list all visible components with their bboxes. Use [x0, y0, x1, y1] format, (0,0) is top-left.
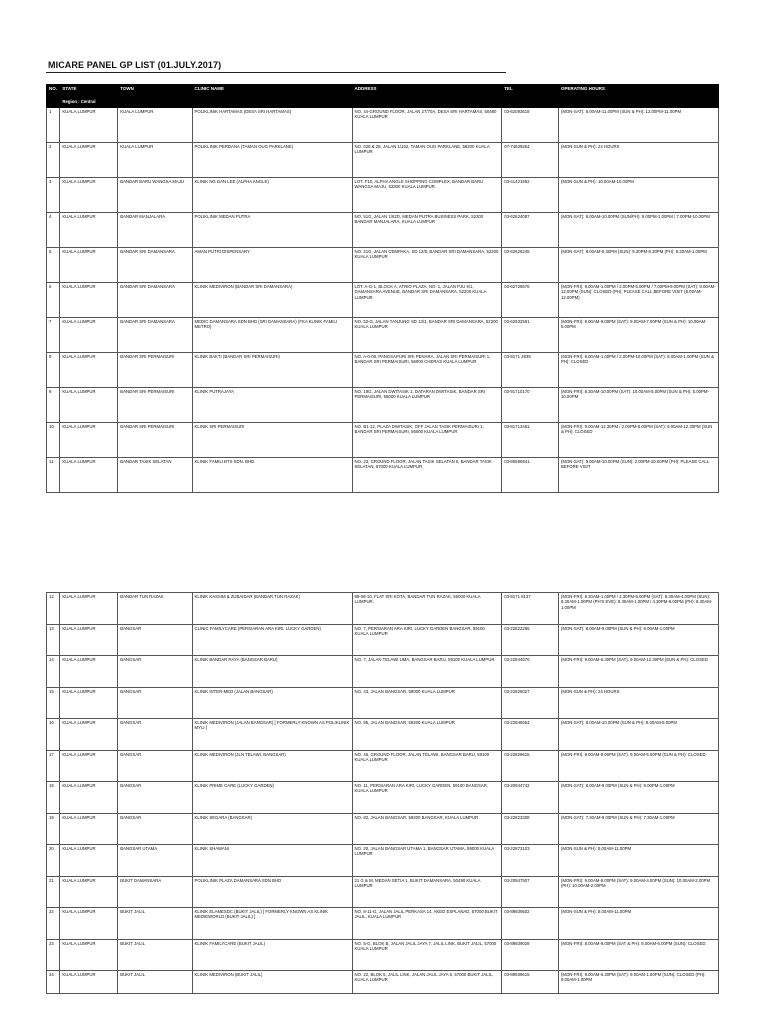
table-row [47, 593, 719, 625]
cell-town: BANGSAR [118, 687, 192, 719]
cell-state: KUALA LUMPUR [60, 656, 118, 688]
cell-clinic-name: KLINIK NG DAN LEE (ALPHA ANGLE) [192, 178, 352, 213]
cell-clinic-name: KLINIK BAKTI (BANDAR SRI PERMAISURI) [192, 353, 352, 388]
cell-town: BUKIT DAMANSARA [118, 876, 192, 908]
table-row [47, 813, 719, 845]
cell-tel: 03-89939615 [502, 971, 559, 994]
cell-operating-hours: (MON-SUN & PH): 24 HOURS [558, 687, 718, 719]
cell-operating-hours: (MON-SUN & PH): 8.00AM-11.00PM [558, 845, 718, 877]
table-row [47, 388, 719, 423]
table-row [47, 283, 719, 318]
cell-state: KUALA LUMPUR [60, 813, 118, 845]
region-label: Region : Central [60, 98, 719, 108]
table-row [47, 845, 719, 877]
cell-state: KUALA LUMPUR [60, 719, 118, 751]
cell-town: BANGSAR [118, 813, 192, 845]
cell-state: KUALA LUMPUR [60, 318, 118, 353]
table-row [47, 876, 719, 908]
cell-tel: 03-90596941 [502, 458, 559, 493]
cell-address: NO. 19G, JALAN DWITASIK 1, DATARAN DWITASIK, BANDAR SRI PERMAISURI, 56000 KUALA LUMPUR [352, 388, 502, 423]
cell-operating-hours: (MON-SAT): 8.00AM-5.30PM (SUN): 5.30PM-8.30PM (PH): 8.30AM-1.00PM [558, 248, 718, 283]
cell-no: 3 [47, 178, 60, 213]
cell-clinic-name: KLINIK SEGARA (BANGSAR) [192, 813, 352, 845]
cell-clinic-name: KLINIK MEDIVIRON (BANDAR SRI DAMANSARA) [192, 283, 352, 318]
cell-no: 15 [47, 687, 60, 719]
cell-no: 9 [47, 388, 60, 423]
header-operating-hours: OPERATING HOURS [558, 85, 718, 98]
cell-town: BANDAR SRI DAMANSARA [118, 318, 192, 353]
cell-operating-hours: (MON-SUN & PH): 8.00AM-11.00PM [558, 908, 718, 940]
cell-town: BANGSAR [118, 750, 192, 782]
cell-clinic-name: KLINIK PUTRAJAYA [192, 388, 352, 423]
cell-tel: 03-22844676 [502, 656, 559, 688]
cell-operating-hours: (MON-FRI): 9.00AM-1.00PM / 2.00PM-5.00PM / 7.00PM-9.00PM (SAT): 9.00AM-12.00PM (SUN): CLOSED (PH): PLEASE CALL BEFORE VISIT (9.00AM-12.00PM) [558, 283, 718, 318]
cell-clinic-name: POLIKLINIK MEDAN PUTRA [192, 213, 352, 248]
cell-operating-hours: (MON-FRI): 9.00AM-9.00PM (SAT): 9.00AM-4.00PM (SUN): 10.00AM-2.00PM (PH): 10.00AM-2.00PM [558, 876, 718, 908]
cell-address: NO. 11, PERSIARAN ARA KIRI, LUCKY GARDEN, 59100 BANGSAR, KUALA LUMPUR [352, 782, 502, 814]
cell-operating-hours: (MON-SAT): 9.00AM-10.00PM (SUN): 2.00PM-10.00PM (PH): PLEASE CALL BEFORE VISIT [558, 458, 718, 493]
cell-no: 21 [47, 876, 60, 908]
cell-no: 11 [47, 458, 60, 493]
cell-state: KUALA LUMPUR [60, 876, 118, 908]
cell-clinic-name: KLINIK ELAMESDC (BUKIT JALIL) [ FORMERLY KNOWN AS KLINIK MEDIEWORLD (BUKIT JALIL) ] [192, 908, 352, 940]
cell-clinic-name: KLINIK KASSIM & ZUBAIDAR (BANDAR TUN RAZAK) [192, 593, 352, 625]
cell-state: KUALA LUMPUR [60, 353, 118, 388]
cell-address: NO. 8-11-G, JALAN JALIL PERKASA 14, AKED ESPLANAD, 57000 BUKIT JALIL, KUALA LUMPUR [352, 908, 502, 940]
cell-town: BANDAR SRI DAMANSARA [118, 248, 192, 283]
cell-clinic-name: KLINIK FAMILYCARE (BUKIT JALIL) [192, 939, 352, 971]
cell-no: 2 [47, 143, 60, 178]
cell-operating-hours: (MON-FRI): 9.00AM-9.00PM (SAT): 9.00AM-5.00PM (SUN & PH): CLOSED [558, 750, 718, 782]
cell-tel: 03-62624087 [502, 213, 559, 248]
cell-town: BANDAR TUN RAZAK [118, 593, 192, 625]
table-row [47, 624, 719, 656]
cell-tel: 03-9171 8137 [502, 593, 559, 625]
table-row [47, 656, 719, 688]
table-row [47, 178, 719, 213]
cell-no: 16 [47, 719, 60, 751]
cell-tel: 03-91713461 [502, 423, 559, 458]
cell-address: NO. 46, GROUND FLOOR, JALAN TELAWI, BANGSAR BARU, 59100 KUALA LUMPUR [352, 750, 502, 782]
table-row [47, 353, 719, 388]
cell-town: BANDAR MANJALARA [118, 213, 192, 248]
cell-tel: 03-22822265 [502, 624, 559, 656]
table-row [47, 908, 719, 940]
cell-address: NO. 52-G, JALAN TANJUNG SD 13/1, BANDAR SRI DAMANSARA, 52200 KUALA LUMPUR [352, 318, 502, 353]
cell-address: LOT. A-G-1, BLOCK A, ATRIO PLAZA, NO. 1, JALAN PJU 9/1, DAMANSARA AVENUE, BANDAR SRI DAMANSARA, 52200 KUALA LUMPUR [352, 283, 502, 318]
cell-state: KUALA LUMPUR [60, 593, 118, 625]
document-title: MICARE PANEL GP LIST (01.JULY.2017) [48, 60, 222, 70]
header-state: STATE [60, 85, 118, 98]
cell-clinic-name: AMAN PUTRI DISPENSARY [192, 248, 352, 283]
table-row [47, 143, 719, 178]
cell-tel: 03-62729576 [502, 283, 559, 318]
cell-clinic-name: POLIKLINIK PLAZA DAMANSARA SDN BHD [192, 876, 352, 908]
header-address: ADDRESS [352, 85, 502, 98]
cell-clinic-name: KLINIK MEDIVIRON (JLN TELAWI, BANGSAR) [192, 750, 352, 782]
cell-tel: 03-9171 2838 [502, 353, 559, 388]
cell-no: 23 [47, 939, 60, 971]
cell-no: 19 [47, 813, 60, 845]
cell-operating-hours: (MON-SUN & PH): 10.00AM-10.00PM [558, 178, 718, 213]
table-row [47, 213, 719, 248]
table-row [47, 939, 719, 971]
header-clinic-name: CLINIC NAME [192, 85, 352, 98]
cell-no: 4 [47, 213, 60, 248]
region-row [47, 98, 719, 108]
cell-operating-hours: (MON-SUN & PH): 24 HOURS [558, 143, 718, 178]
cell-town: BANDAR SRI DAMANSARA [118, 283, 192, 318]
cell-clinic-name: KLINIK INTER-MED (JALAN BANGSAR) [192, 687, 352, 719]
cell-state: KUALA LUMPUR [60, 750, 118, 782]
cell-address: NO. 026 & 28, JALAN 1/152, TAMAN OUG PARKLANE, 58200 KUALA LUMPUR [352, 143, 502, 178]
cell-address: NO. 43, JALAN BANGSAR, 59000 KUALA LUMPUR [352, 687, 502, 719]
cell-operating-hours: (MON-SAT): 8.00AM-10.00PM (SUN & PH): 9.00AM-5.00PM [558, 719, 718, 751]
cell-no: 17 [47, 750, 60, 782]
cell-state: KUALA LUMPUR [60, 845, 118, 877]
cell-clinic-name: KLINIK SHAWANI [192, 845, 352, 877]
cell-operating-hours: (MON-FRI): 8.00AM-1.00PM / 2.00PM-10.00PM (SAT): 8.00AM-1.00PM (SUN & PH): CLOSED [558, 353, 718, 388]
table-row [47, 458, 719, 493]
cell-town: BANDAR SRI PERMAISURI [118, 423, 192, 458]
header-no: NO. [47, 85, 60, 98]
cell-address: 88-08-10, FLAT SRI KOTA, BANDAR TUN RAZAK, 56000 KUALA LUMPUR. [352, 593, 502, 625]
cell-tel: 07-74839264 [502, 143, 559, 178]
cell-clinic-name: POLIKLINIK HARTAMAS (DESA SRI HARTAMAS) [192, 108, 352, 143]
cell-tel: 03-89939502 [502, 908, 559, 940]
cell-town: BUKIT JALIL [118, 971, 192, 994]
cell-clinic-name: POLIKLINIK PERDANA (TAMAN OUG PARKLANE) [192, 143, 352, 178]
cell-operating-hours: (MON-SAT): 8.00AM-10.00PM (SUN/PH): 9.00PM-1.00PM / 7.00PM-10.00PM [558, 213, 718, 248]
cell-address: LOT. F10, ALPHA ANGLE SHOPPING COMPLEX, BANDAR BARU WANGSA MAJU, 53300 KUALA LUMPUR. [352, 178, 502, 213]
cell-clinic-name: KLINIK PRIME CARE (LUCKY GARDEN) [192, 782, 352, 814]
cell-state: KUALA LUMPUR [60, 283, 118, 318]
cell-town: BANGSAR UTAMA [118, 845, 192, 877]
cell-state: KUALA LUMPUR [60, 248, 118, 283]
table-row [47, 248, 719, 283]
cell-no: 12 [47, 593, 60, 625]
cell-clinic-name: KLINIK MEDIVIRON (JALAN BANGSAR) [ FORMERLY KNOWN AS POLIKLINIK MYLI ] [192, 719, 352, 751]
cell-no: 18 [47, 782, 60, 814]
cell-state: KUALA LUMPUR [60, 908, 118, 940]
table-header-row [47, 85, 719, 98]
cell-state: KUALA LUMPUR [60, 213, 118, 248]
cell-town: BANDAR SRI PERMAISURI [118, 388, 192, 423]
cell-no: 10 [47, 423, 60, 458]
cell-clinic-name: CLINIC FAMILYCARE (PERSIARAN ARA KIRI, LUCKY GARDEN) [192, 624, 352, 656]
cell-tel: 03-22826027 [502, 687, 559, 719]
cell-tel: 03-22846554 [502, 719, 559, 751]
cell-address: NO. 82, JALAN BANGSAR, 59200 BANGSAR, KUALA LUMPUR [352, 813, 502, 845]
cell-tel: 03-62093618 [502, 108, 559, 143]
cell-operating-hours: (MON-FRI): 9.00AM-6.30PM (SAT): 9.00AM-12.30PM (SUN & PH): CLOSED [558, 656, 718, 688]
cell-operating-hours: (MON-FRI): 9.00AM-6.30PM (SAT): 9.00AM-1.00PM (SUN): CLOSED (PH): 9.00AM-1.00PM [558, 971, 718, 994]
cell-town: BANGSAR [118, 656, 192, 688]
cell-address: NO. 5-G, BLOK B, JALAN JALIL JAYA 7, JALIL LINK, BUKIT JALIL, 57000 KUALA LUMPUR [352, 939, 502, 971]
header-town: TOWN [118, 85, 192, 98]
cell-town: BANGSAR [118, 624, 192, 656]
cell-town: BANGSAR [118, 782, 192, 814]
cell-clinic-name: KLINIK FAMILI BTS SDN. BHD. [192, 458, 352, 493]
cell-state: KUALA LUMPUR [60, 108, 118, 143]
cell-operating-hours: (MON-FRI): 8.00AM-9.00PM (SAT & PH): 8.00AM-6.00PM (SUN): CLOSED [558, 939, 718, 971]
cell-town: BUKIT JALIL [118, 939, 192, 971]
cell-no: 6 [47, 283, 60, 318]
cell-operating-hours: (MON-FRI): 8.00AM-9.00PM (SAT): 8.00AM-7.00PM (SUN & PH): 10.00AM-5.00PM [558, 318, 718, 353]
table-row [47, 719, 719, 751]
cell-town: BANDAR TASIK SELATAN [118, 458, 192, 493]
table-row [47, 971, 719, 994]
cell-operating-hours: (MON-FRI): 8.30AM-1.00PM / 4.30PM-9.00PM (SAT): 8.30AM-4.00PM (SUN): 8.30AM-1.00PM (PH'S EVE): 8.30AM-1.00PM / 4.30PM-9.00PM (PH): 8.30AM-1.00PM [558, 593, 718, 625]
cell-state: KUALA LUMPUR [60, 423, 118, 458]
table-row [47, 108, 719, 143]
cell-tel: 03-91710170 [502, 388, 559, 423]
cell-state: KUALA LUMPUR [60, 782, 118, 814]
cell-address: NO. A-0-08, PANGSAPURI SRI PENARA, JALAN SRI PERMAISURI 1, BANDAR SRI PERMAISURI, 56000 CHERAS KUALA LUMPUR [352, 353, 502, 388]
table-row [47, 687, 719, 719]
cell-no: 7 [47, 318, 60, 353]
cell-no: 1 [47, 108, 60, 143]
cell-no: 13 [47, 624, 60, 656]
cell-address: NO. 51G, JALAN 1/62D, MEDAN PUTRA BUSINESS PARK, 52200 BANDAR MANJALARA, KUALA LUMPUR [352, 213, 502, 248]
cell-no: 8 [47, 353, 60, 388]
cell-address: NO. 7, PERSIARAN ARA KIRI, LUCKY GARDEN BANGSAR, 59100 KUALA LUMPUR [352, 624, 502, 656]
table-row [47, 318, 719, 353]
cell-town: BANDAR BARU WANGSA MAJU [118, 178, 192, 213]
cell-clinic-name: MEDIC DAMANSARA SDN BHD (SRI DAMANSARA) (FKA KLINIK FAMILI METRO) [192, 318, 352, 353]
cell-address: 21 G & M, MEDAN SETIA 1, BUKIT DAMANSARA, 50490 KUALA LUMPUR [352, 876, 502, 908]
cell-state: KUALA LUMPUR [60, 143, 118, 178]
cell-tel: 03-22873103 [502, 845, 559, 877]
cell-tel: 03-89939028 [502, 939, 559, 971]
cell-address: NO. 21G, JALAN CEMPAKA, SD 12/5, BANDAR SRI DAMANSARA, 52200 KUALA LUMPUR [352, 248, 502, 283]
cell-address: NO. 95, JALAN BANGSAR, 59200 KUALA LUMPUR [352, 719, 502, 751]
table-row [47, 782, 719, 814]
cell-town: KUALA LUMPUR [118, 143, 192, 178]
cell-tel: 03-20944742 [502, 782, 559, 814]
cell-state: KUALA LUMPUR [60, 971, 118, 994]
cell-state: KUALA LUMPUR [60, 388, 118, 423]
cell-operating-hours: (MON-SAT): 8.00AM-11.00PM (SUN & PH): 12.00PM-11.00PM [558, 108, 718, 143]
title-underline [46, 72, 506, 73]
cell-no: 5 [47, 248, 60, 283]
cell-state: KUALA LUMPUR [60, 687, 118, 719]
cell-state: KUALA LUMPUR [60, 458, 118, 493]
cell-operating-hours: (MON-SAT): 8.00AM-9.00PM (SUN & PH): 9.00AM-1.00PM [558, 624, 718, 656]
cell-address: NO. 7, JALAN TELAWI UMA, BANGSAR BARU, 59100 KUALA LUMPUR [352, 656, 502, 688]
cell-town: BUKIT JALIL [118, 908, 192, 940]
cell-address: NO. 23, GROUND FLOOR, JALAN TASIK SELATAN 6, BANDAR TASIK SELATAN, 57000 KUALA LUMPUR. [352, 458, 502, 493]
cell-no: 24 [47, 971, 60, 994]
cell-address: NO. 44-GROUND FLOOR, JALAN 27/70A, DESA SRI HARTAMAS, 50480 KUALA LUMPUR [352, 108, 502, 143]
cell-town: BANDAR SRI PERMAISURI [118, 353, 192, 388]
cell-tel: 03-41421592 [502, 178, 559, 213]
cell-no: 20 [47, 845, 60, 877]
cell-tel: 03-62632551 [502, 318, 559, 353]
cell-clinic-name: KLINIK BANDAR RAYA (BANGSAR BARU) [192, 656, 352, 688]
table-row [47, 750, 719, 782]
cell-address: NO. 20, JALAN BANGSAR UTAMA 1, BANGSAR UTAMA, 59000 KUALA LUMPUR [352, 845, 502, 877]
cell-town: BANGSAR [118, 719, 192, 751]
cell-tel: 03-20947507 [502, 876, 559, 908]
cell-town: KUALA LUMPUR [118, 108, 192, 143]
cell-operating-hours: (MON-FRI): 8.30AM-10.00PM (SAT): 10.00AM-5.00PM (SUN & PH): 5.00PM-10.00PM [558, 388, 718, 423]
gp-table-page-1 [46, 84, 719, 493]
cell-state: KUALA LUMPUR [60, 939, 118, 971]
cell-tel: 03-22829615 [502, 750, 559, 782]
cell-tel: 03-62626245 [502, 248, 559, 283]
cell-clinic-name: KLINIK SRI PERMAISURI [192, 423, 352, 458]
cell-tel: 03-22823208 [502, 813, 559, 845]
cell-state: KUALA LUMPUR [60, 178, 118, 213]
cell-operating-hours: (MON-SAT): 7.30AM-9.00PM (SUN & PH): 7.30AM-1.00PM [558, 813, 718, 845]
cell-clinic-name: KLINIK MEDIVIRON (BUKIT JALIL) [192, 971, 352, 994]
header-tel: TEL [502, 85, 559, 98]
cell-address: NO. 22, BLOK 5, JALIL LINK, JALAN JALIL JAYA 6, 57000 BUKIT JALIL, KUALA LUMPUR [352, 971, 502, 994]
cell-address: NO. B1-12, PLAZA DWITASIK, OFF JALAN TASIK PERMAISURI 1, BANDAR SRI PERMAISURI, 56000 KUALA LUMPUR [352, 423, 502, 458]
table-row [47, 423, 719, 458]
cell-operating-hours: (MON-FRI): 9.00AM-12.30PM / 2.00PM-6.00PM (SAT): 9.00AM-12.30PM (SUN & PH): CLOSED [558, 423, 718, 458]
gp-table-page-2 [46, 592, 719, 994]
cell-operating-hours: (MON-SAT): 8.00AM-9.00PM (SUN & PH): 9.00PM-1.00PM [558, 782, 718, 814]
cell-no: 22 [47, 908, 60, 940]
cell-no: 14 [47, 656, 60, 688]
cell-state: KUALA LUMPUR [60, 624, 118, 656]
